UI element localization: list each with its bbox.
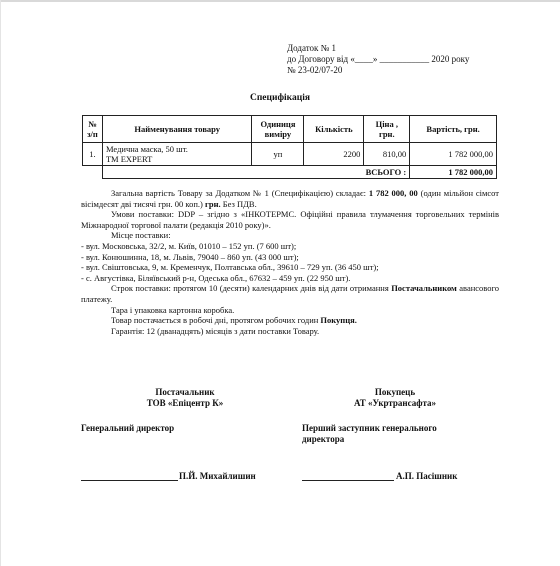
delivery-place-3: - вул. Свіштовська, 9, м. Кременчук, Полтавська обл., 39610 – 729 уп. (36 450 шт); bbox=[81, 262, 379, 273]
delivery-place-2: - вул. Конюшинна, 18, м. Львів, 79040 – 860 уп. (43 000 шт); bbox=[81, 251, 299, 262]
buyer-signer: А.П. Пасішник bbox=[396, 471, 458, 481]
contract-number: № 23-02/07-20 bbox=[287, 65, 343, 75]
column-header-unit: Одиниця виміру bbox=[252, 116, 304, 143]
total-cost-text: Загальна вартість Товару за Додатком № 1 (Специфікацією) складає: bbox=[111, 188, 366, 198]
page-top-edge bbox=[0, 0, 560, 2]
product-name-line2: ТМ EXPERT bbox=[105, 154, 153, 164]
working-days-paragraph bbox=[81, 315, 499, 326]
appendix-number: Додаток № 1 bbox=[287, 43, 336, 53]
total-spacer bbox=[83, 166, 103, 179]
table-row bbox=[83, 143, 497, 166]
packaging-paragraph: Тара і упаковка картонна коробка. bbox=[111, 304, 235, 315]
column-header-amount: Вартість, грн. bbox=[410, 116, 497, 143]
buyer-position bbox=[302, 423, 437, 445]
buyer-position-line1: Перший заступник генерального bbox=[302, 423, 437, 433]
document-title: Специфікація bbox=[249, 93, 311, 103]
warranty-paragraph: Гарантія: 12 (дванадцять) місяців з дати поставки Товару. bbox=[111, 325, 320, 336]
supplier-signature-line bbox=[81, 480, 178, 481]
row-price: 810,00 bbox=[364, 143, 410, 166]
total-value: 1 782 000,00 bbox=[410, 166, 497, 179]
row-quantity: 2200 bbox=[304, 143, 364, 166]
row-amount: 1 782 000,00 bbox=[410, 143, 497, 166]
delivery-place-1: - вул. Московська, 32/2, м. Київ, 01010 – 152 уп. (7 600 шт); bbox=[81, 240, 297, 251]
column-header-price: Ціна , грн. bbox=[364, 116, 410, 143]
delivery-term-end: авансового платежу. bbox=[81, 283, 500, 304]
contract-reference: до Договору від «____» ___________ 2020 року bbox=[287, 54, 470, 64]
buyer-block bbox=[330, 387, 460, 409]
vat-note: Без ПДВ. bbox=[222, 198, 257, 209]
column-header-name: Найменування товару bbox=[102, 116, 252, 143]
delivery-terms-paragraph: Умови поставки: DDP – згідно з «ІНКОТЕРМС. Офіційні правила тлумачення торговельних термінів Міжнародної торгової палати (редакція 2010 року)». bbox=[81, 209, 499, 230]
row-product-name bbox=[102, 143, 252, 166]
total-cost-currency: грн. bbox=[205, 198, 221, 209]
product-name-line1: Медична маска, 50 шт. bbox=[105, 144, 188, 154]
supplier-role: Постачальник bbox=[155, 387, 215, 397]
buyer-signature-line bbox=[302, 480, 394, 481]
total-cost-amount: 1 782 000, 00 bbox=[368, 188, 418, 198]
delivery-term-supplier: Постачальником bbox=[391, 283, 457, 294]
buyer-position-line2: директора bbox=[302, 434, 345, 444]
delivery-term-paragraph bbox=[81, 283, 499, 304]
total-cost-words: (один мільйон сімсот вісімдесят дві тисячі грн. 00 коп.) bbox=[81, 188, 500, 209]
supplier-signer: П.Й. Михайлишин bbox=[179, 471, 256, 481]
table-total-row bbox=[83, 166, 497, 179]
row-number: 1. bbox=[83, 143, 103, 166]
delivery-place-heading: Місце поставки: bbox=[111, 230, 171, 241]
page-left-edge bbox=[0, 0, 1, 566]
buyer-role: Покупець bbox=[374, 387, 416, 397]
column-header-number: № з/п bbox=[83, 116, 103, 143]
supplier-name: ТОВ «Епіцентр К» bbox=[146, 398, 224, 408]
total-cost-paragraph bbox=[81, 188, 499, 209]
table-header-row bbox=[83, 116, 497, 143]
working-days-buyer: Покупця. bbox=[320, 315, 357, 326]
working-days-text: Товар постачається в робочі дні, протягом робочих годин bbox=[111, 315, 319, 326]
specification-table bbox=[82, 115, 497, 179]
document-body bbox=[81, 188, 499, 336]
delivery-place-4: - с. Августівка, Біляївський р-н, Одеська обл., 67632 – 459 уп. (22 950 шт). bbox=[81, 272, 351, 283]
buyer-name: АТ «Укртрансафта» bbox=[354, 398, 436, 408]
row-unit: уп bbox=[252, 143, 304, 166]
appendix-header bbox=[287, 43, 469, 76]
total-label: ВСЬОГО : bbox=[102, 166, 409, 179]
supplier-block bbox=[120, 387, 250, 409]
column-header-quantity: Кількість bbox=[304, 116, 364, 143]
delivery-term-text: Строк поставки: протягом 10 (десяти) календарних днів від дати отримання bbox=[111, 283, 389, 294]
supplier-position: Генеральний директор bbox=[81, 423, 175, 433]
